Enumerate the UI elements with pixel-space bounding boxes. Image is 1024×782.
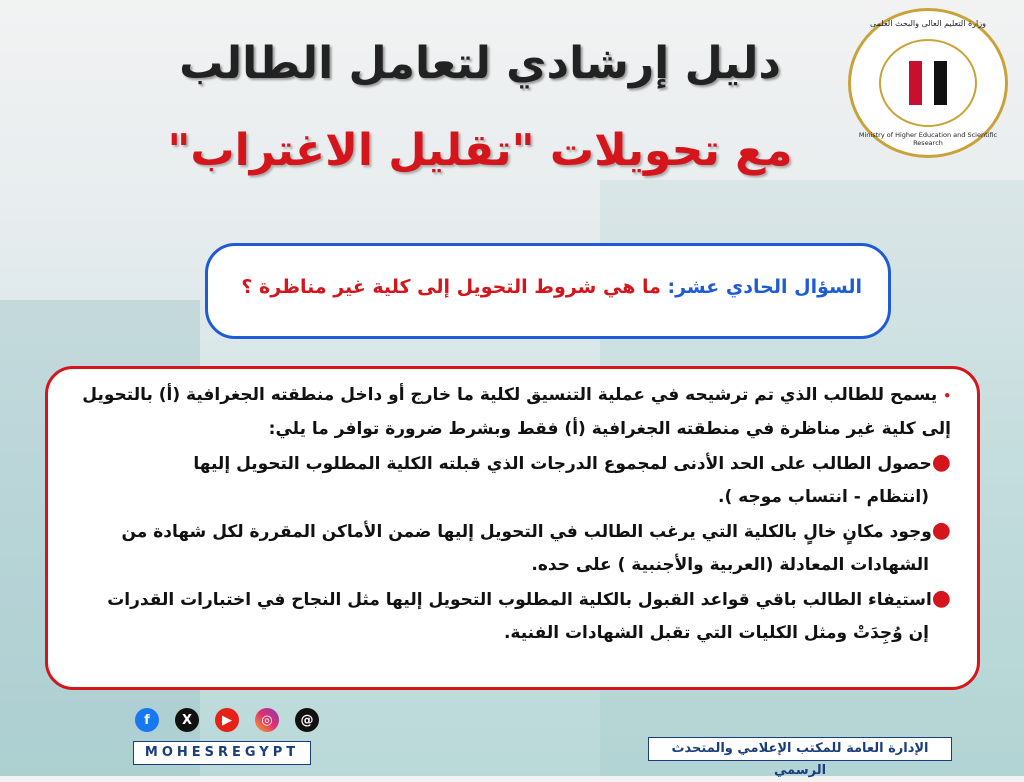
- intro-text: يسمح للطالب الذي تم ترشيحه في عملية التنسيق لكلية ما خارج أو داخل منطقته الجغرافية (أ) بالتحويل إلى كلية غير مناظرة في منطقته الجغرافية (أ) فقط وبشرط ضرورة توافر ما يلي:: [82, 385, 951, 439]
- question-text: ما هي شروط التحويل إلى كلية غير مناظرة ؟: [241, 276, 668, 298]
- social-handle: MOHESREGYPT: [133, 741, 311, 765]
- logo-english-text: Ministry of Higher Education and Scientific Research: [858, 131, 998, 147]
- office-credit: الإدارة العامة للمكتب الإعلامي والمتحدث الرسمي: [648, 737, 952, 761]
- youtube-icon[interactable]: ▶: [215, 708, 239, 732]
- instagram-icon[interactable]: ◎: [255, 708, 279, 732]
- page-title: دليل إرشادي لتعامل الطالب: [179, 38, 781, 89]
- facebook-icon[interactable]: f: [135, 708, 159, 732]
- condition-text: استيفاء الطالب باقي قواعد القبول بالكلية المطلوب التحويل إليها مثل النجاح في اختبارات القدرات: [107, 590, 932, 610]
- logo-arabic-text: وزارة التعليم العالى والبحث العلمى: [870, 19, 986, 28]
- condition-text-cont: (انتظام - انتساب موجه ).: [718, 487, 929, 507]
- answer-box: [45, 366, 980, 690]
- condition-text: وجود مكانٍ خالٍ بالكلية التي يرغب الطالب في التحويل إليها ضمن الأماكن المقررة لكل شهادة من: [121, 522, 932, 542]
- social-links: [135, 708, 319, 732]
- condition-item: ●استيفاء الطالب باقي قواعد القبول بالكلية المطلوب التحويل إليها مثل النجاح في اختبارات القدرات إن وُجِدَتْ ومثل الكليات التي تقبل الشهادات الفنية.: [68, 582, 951, 650]
- condition-text-cont: إن وُجِدَتْ ومثل الكليات التي تقبل الشهادات الفنية.: [503, 623, 929, 643]
- condition-item: ●وجود مكانٍ خالٍ بالكلية التي يرغب الطالب في التحويل إليها ضمن الأماكن المقررة لكل شهادة من الشهادات المعادلة (العربية والأجنبية ) على حده.: [68, 514, 951, 582]
- page-subtitle: مع تحويلات "تقليل الاغتراب": [167, 125, 793, 176]
- threads-icon[interactable]: @: [295, 708, 319, 732]
- eagle-emblem-icon: [879, 39, 977, 127]
- x-icon[interactable]: X: [175, 708, 199, 732]
- condition-text-cont: الشهادات المعادلة (العربية والأجنبية ) على حده.: [531, 555, 929, 575]
- ministry-logo: [848, 8, 1008, 158]
- condition-item: ●حصول الطالب على الحد الأدنى لمجموع الدرجات الذي قبلته الكلية المطلوب التحويل إليها (انتظام - انتساب موجه ).: [68, 446, 951, 514]
- intro-paragraph: •يسمح للطالب الذي تم ترشيحه في عملية التنسيق لكلية ما خارج أو داخل منطقته الجغرافية (أ) بالتحويل إلى كلية غير مناظرة في منطقته الجغرافية (أ) فقط وبشرط ضرورة توافر ما يلي:: [82, 385, 951, 439]
- condition-text: حصول الطالب على الحد الأدنى لمجموع الدرجات الذي قبلته الكلية المطلوب التحويل إليها: [193, 454, 932, 474]
- question-label: السؤال الحادي عشر:: [667, 276, 862, 298]
- question-box: [205, 243, 891, 339]
